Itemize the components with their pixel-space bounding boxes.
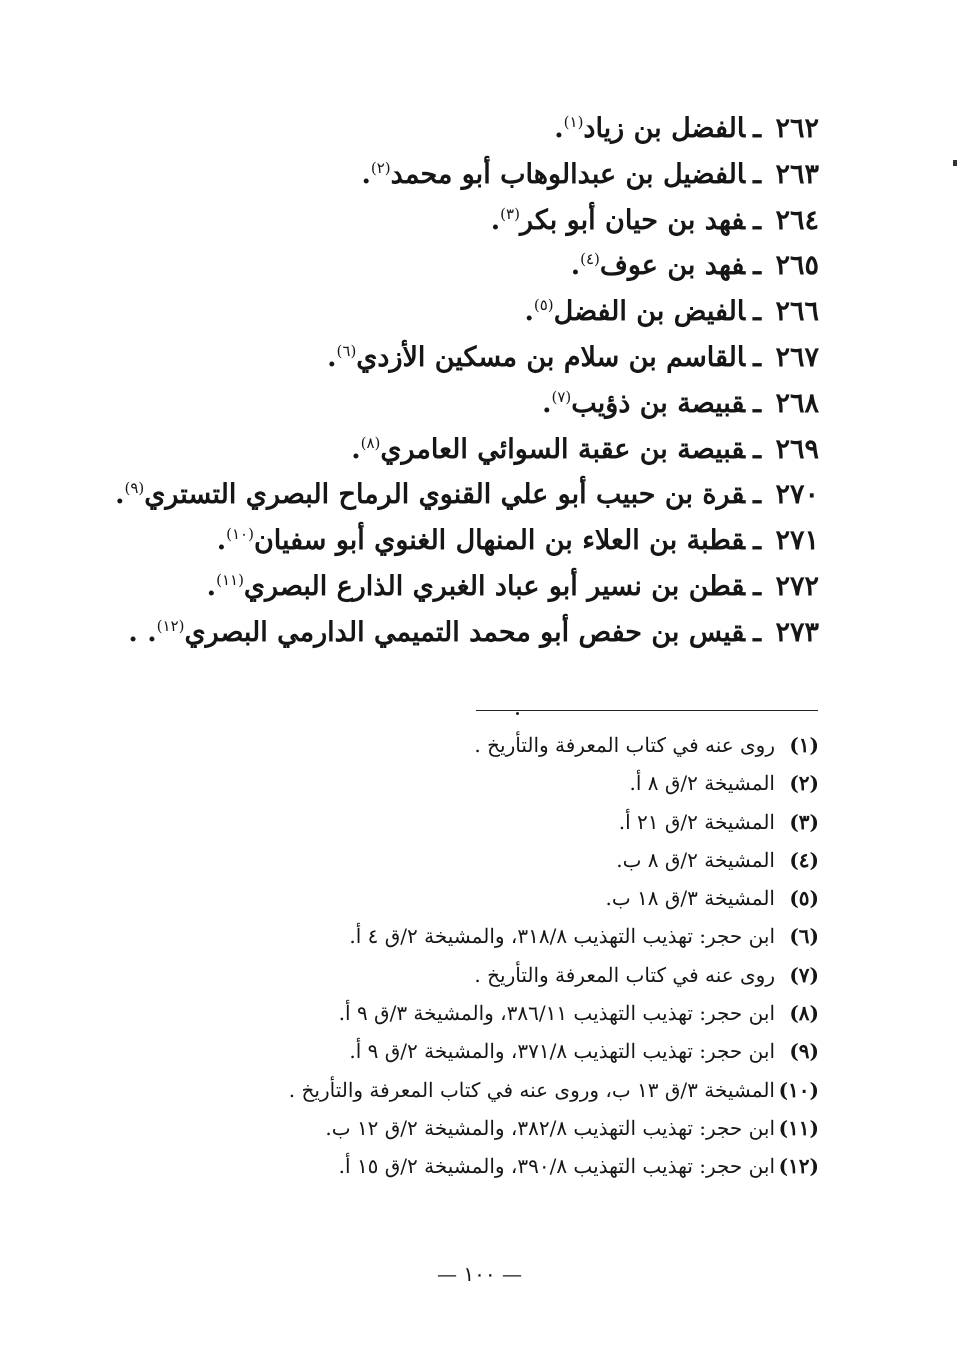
entry-end: . bbox=[216, 525, 227, 557]
entry-dash: ـ bbox=[753, 341, 761, 373]
entry-number: ٢٦٧ bbox=[775, 341, 819, 373]
footnote-item bbox=[219, 994, 819, 1032]
entry-text: قطبة بن العلاء بن المنهال الغنوي أبو سفيان bbox=[253, 525, 746, 557]
entry-text: الفيض بن الفضل bbox=[553, 296, 746, 328]
footnote-number: (١١) bbox=[778, 1115, 819, 1140]
entry-number: ٢٧١ bbox=[775, 525, 819, 557]
entry-dash: ـ bbox=[753, 570, 761, 602]
footnote-divider bbox=[476, 710, 818, 711]
entry-text: قبيصة بن عقبة السوائي العامري bbox=[380, 433, 746, 465]
entry-end: . bbox=[524, 296, 534, 328]
footnote-text: ابن حجر: تهذيب التهذيب ٣٨٦/١١، والمشيخة ٣/ق ٩ أ. bbox=[338, 1001, 775, 1026]
entry-number: ٢٦٩ bbox=[775, 433, 819, 465]
footnote-item bbox=[219, 1147, 819, 1185]
margin-mark bbox=[953, 160, 957, 166]
list-item bbox=[115, 466, 819, 512]
list-item bbox=[128, 604, 819, 650]
footnote-text: المشيخة ٢/ق ٨ أ. bbox=[629, 771, 775, 796]
entry-number: ٢٧٢ bbox=[775, 570, 819, 602]
entry-number: ٢٦٥ bbox=[775, 250, 819, 282]
entry-dash: ـ bbox=[753, 296, 761, 328]
entry-number: ٢٦٦ bbox=[775, 296, 819, 328]
footnote-number: (٨) bbox=[789, 1001, 819, 1026]
entry-text: قيس بن حفص أبو محمد التميمي الدارمي البصري bbox=[184, 616, 746, 648]
footnote-text: ابن حجر: تهذيب التهذيب ٣٧١/٨، والمشيخة ٢/ق ٩ أ. bbox=[349, 1039, 775, 1064]
entry-number: ٢٦٤ bbox=[775, 204, 819, 236]
footnote-text: ابن حجر: تهذيب التهذيب ٣٨٢/٨، والمشيخة ٢/ق ١٢ ب. bbox=[325, 1115, 775, 1140]
footnote-item bbox=[219, 726, 819, 764]
footnote-number: (٣) bbox=[789, 809, 819, 834]
footnote-number: (٩) bbox=[789, 1039, 819, 1064]
entry-dash: ـ bbox=[753, 204, 761, 236]
footnote-number: (٦) bbox=[789, 924, 819, 949]
footnote-text: روى عنه في كتاب المعرفة والتأريخ . bbox=[474, 733, 775, 757]
entry-text: قرة بن حبيب أبو علي القنوي الرماح البصري التستري bbox=[144, 479, 746, 511]
list-item bbox=[179, 558, 819, 604]
footnote-number: (٧) bbox=[789, 962, 819, 987]
entry-dash: ـ bbox=[753, 433, 761, 465]
entry-number: ٢٦٣ bbox=[775, 158, 819, 190]
entry-dash: ـ bbox=[753, 479, 761, 511]
entry-end: . bbox=[115, 479, 125, 511]
footnote-number: (٥) bbox=[789, 886, 819, 911]
footnote-ref[interactable]: (٣) bbox=[500, 204, 520, 223]
footnote-ref[interactable]: (٧) bbox=[551, 387, 572, 406]
entry-text: فهد بن عوف bbox=[599, 250, 746, 282]
footnote-item bbox=[219, 956, 819, 994]
entry-text: فهد بن حيان أبو بكر bbox=[519, 204, 746, 236]
entry-end: . bbox=[361, 158, 371, 190]
divider-dot bbox=[516, 712, 519, 715]
entry-number: ٢٧٣ bbox=[775, 616, 819, 648]
entry-dash: ـ bbox=[753, 113, 761, 144]
footnote-ref[interactable]: (٥) bbox=[533, 296, 554, 315]
entry-number: ٢٦٢ bbox=[775, 113, 819, 144]
entry-number: ٢٦٨ bbox=[775, 387, 819, 419]
footnote-item bbox=[219, 879, 819, 917]
footnote-text: المشيخة ٢/ق ٨ ب. bbox=[616, 847, 775, 872]
list-item bbox=[179, 283, 819, 329]
footnote-number: (٤) bbox=[789, 847, 819, 872]
footnote-ref[interactable]: (١٠) bbox=[226, 525, 254, 544]
entry-end: . bbox=[327, 341, 337, 373]
footnote-number: (٢) bbox=[789, 771, 819, 796]
entry-dash: ـ bbox=[753, 158, 761, 190]
page-number: — ١٠٠ — bbox=[437, 1262, 522, 1286]
list-item bbox=[179, 146, 819, 192]
footnote-list bbox=[219, 726, 819, 1186]
footnote-text: ابن حجر: تهذيب التهذيب ٣٩٠/٨، والمشيخة ٢/ق ١٥ أ. bbox=[338, 1154, 775, 1179]
list-item bbox=[179, 512, 819, 558]
list-item bbox=[179, 192, 819, 238]
footnote-number: (١٠) bbox=[778, 1077, 819, 1102]
footnote-item bbox=[219, 764, 819, 802]
footnote-item bbox=[219, 1071, 819, 1109]
footnote-item bbox=[219, 803, 819, 841]
footnote-ref[interactable]: (٦) bbox=[336, 341, 357, 360]
entry-end: . bbox=[554, 113, 564, 144]
entry-end: . bbox=[570, 250, 581, 282]
footnote-ref[interactable]: (٨) bbox=[360, 433, 381, 452]
footnote-text: المشيخة ٣/ق ١٣ ب، وروى عنه في كتاب المعرفة والتأريخ . bbox=[288, 1077, 775, 1102]
entry-number: ٢٧٠ bbox=[775, 479, 819, 511]
footnote-text: المشيخة ٢/ق ٢١ أ. bbox=[618, 809, 775, 834]
footnote-item bbox=[219, 1032, 819, 1070]
footnote-ref[interactable]: (٩) bbox=[124, 479, 145, 498]
footnote-ref[interactable]: (١٢) bbox=[156, 616, 185, 635]
footnote-ref[interactable]: (١) bbox=[563, 113, 584, 131]
footnote-ref[interactable]: (١١) bbox=[216, 570, 244, 589]
footnote-number: (١٢) bbox=[778, 1154, 819, 1179]
entry-end: . . bbox=[128, 616, 157, 648]
entry-end: . bbox=[206, 570, 217, 602]
list-item bbox=[179, 100, 819, 146]
footnote-item bbox=[219, 1109, 819, 1147]
entry-end: . bbox=[542, 387, 552, 419]
list-item bbox=[179, 375, 819, 421]
list-item bbox=[179, 329, 819, 375]
footnote-ref[interactable]: (٤) bbox=[580, 250, 600, 269]
entry-list bbox=[115, 100, 819, 650]
entry-end: . bbox=[490, 204, 501, 236]
footnote-text: المشيخة ٣/ق ١٨ ب. bbox=[605, 886, 775, 911]
entry-dash: ـ bbox=[753, 616, 761, 648]
entry-end: . bbox=[351, 433, 361, 465]
entry-dash: ـ bbox=[753, 525, 761, 557]
footnote-item bbox=[219, 841, 819, 879]
entry-text: قبيصة بن ذؤيب bbox=[571, 387, 746, 419]
entry-dash: ـ bbox=[753, 387, 761, 419]
entry-text: الفضل بن زياد bbox=[583, 113, 746, 144]
entry-text: القاسم بن سلام بن مسكين الأزدي bbox=[356, 341, 746, 373]
footnote-ref[interactable]: (٢) bbox=[370, 158, 391, 177]
footnote-number: (١) bbox=[789, 733, 819, 757]
entry-text: قطن بن نسير أبو عباد الغبري الذارع البصري bbox=[243, 570, 746, 602]
footnote-item bbox=[219, 917, 819, 955]
entry-text: الفضيل بن عبدالوهاب أبو محمد bbox=[390, 158, 746, 190]
entry-dash: ـ bbox=[753, 250, 761, 282]
footnote-text: روى عنه في كتاب المعرفة والتأريخ . bbox=[474, 962, 775, 987]
list-item bbox=[179, 237, 819, 283]
list-item bbox=[179, 421, 819, 467]
footnote-text: ابن حجر: تهذيب التهذيب ٣١٨/٨، والمشيخة ٢/ق ٤ أ. bbox=[349, 924, 775, 949]
